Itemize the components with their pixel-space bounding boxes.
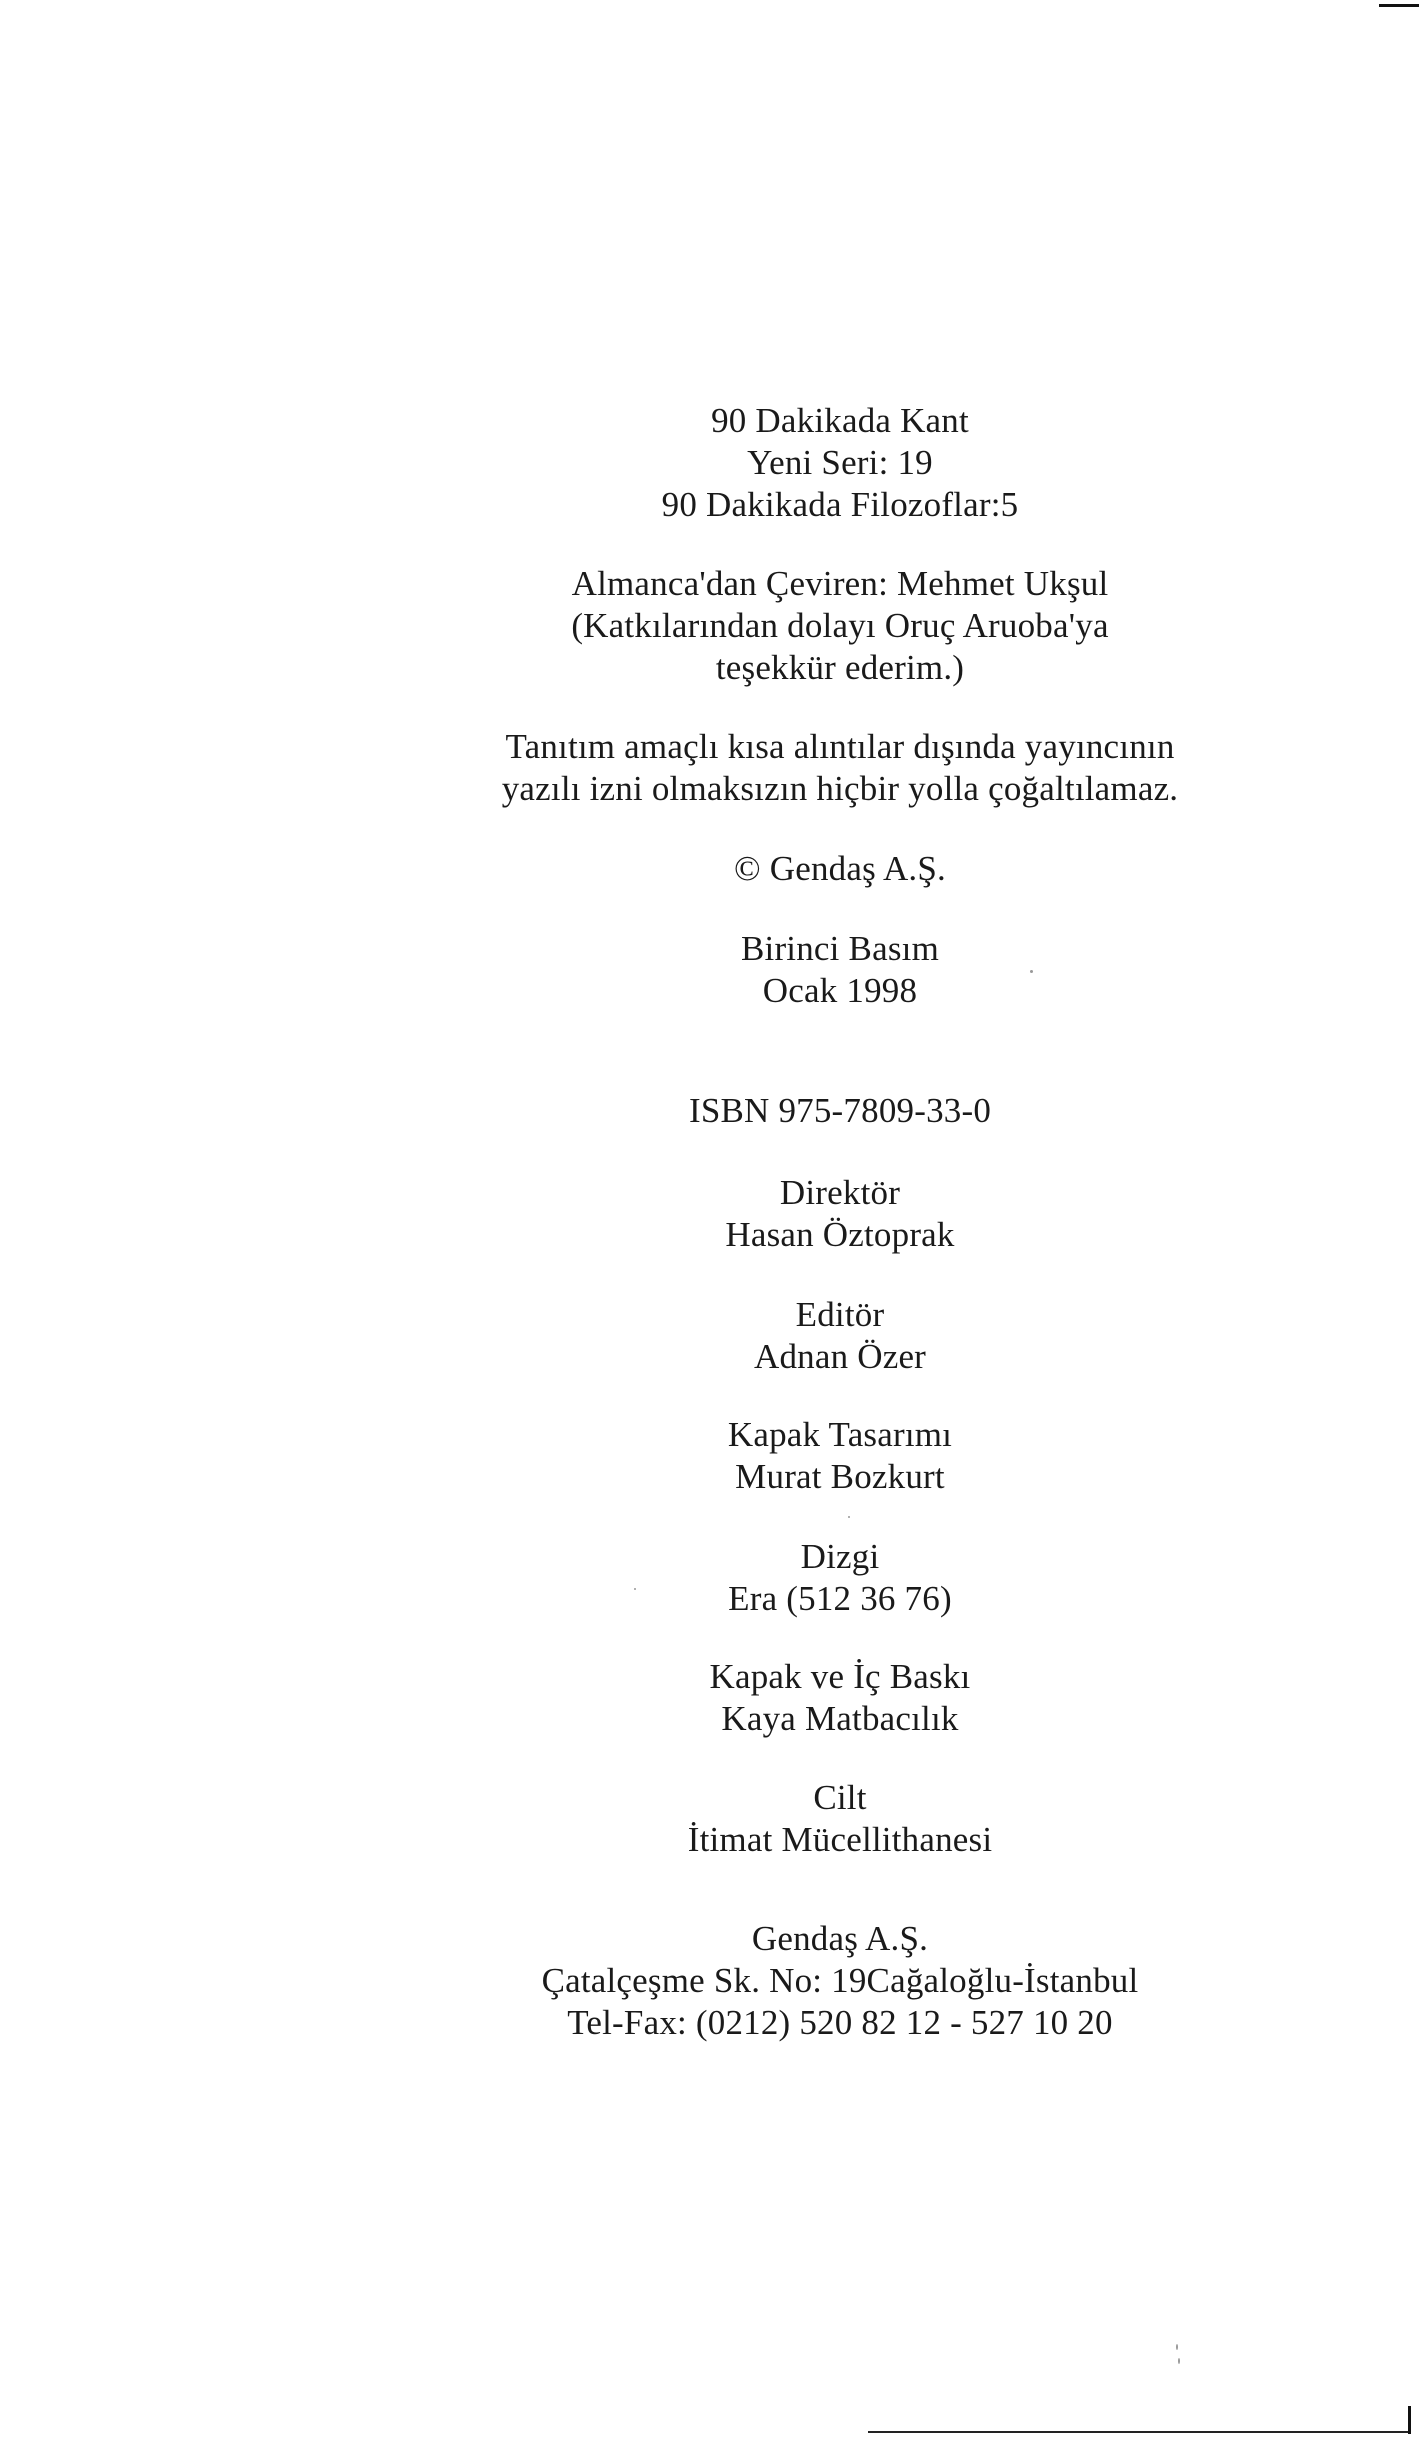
edition-label: Birinci Basım <box>740 929 939 968</box>
rights-notice <box>0 726 1419 810</box>
credit-typesetting <box>0 1536 1419 1620</box>
credit-role: Cilt <box>813 1778 867 1817</box>
credit-director <box>0 1172 1419 1256</box>
credit-name: Adnan Özer <box>753 1337 927 1376</box>
isbn: ISBN 975-7809-33-0 <box>688 1091 992 1130</box>
credit-binding <box>0 1777 1419 1861</box>
scan-speck <box>1176 2344 1178 2350</box>
translation-info <box>0 563 1419 689</box>
edition-date: Ocak 1998 <box>762 971 918 1010</box>
scan-speck <box>1030 970 1033 973</box>
credit-name: Murat Bozkurt <box>735 1457 945 1496</box>
scan-speck <box>848 1516 850 1518</box>
scan-edge-mark <box>1379 4 1419 7</box>
thanks-line-2: teşekkür ederim.) <box>715 648 965 687</box>
credit-editor <box>0 1294 1419 1378</box>
book-info <box>0 400 1419 526</box>
edition-info <box>0 928 1419 1012</box>
scan-speck <box>1178 2358 1180 2364</box>
subseries-number: 90 Dakikada Filozoflar:5 <box>661 485 1019 524</box>
isbn-block <box>0 1090 1419 1132</box>
scan-edge-rule <box>868 2431 1410 2433</box>
credit-printing <box>0 1656 1419 1740</box>
copyright-line <box>0 848 1419 890</box>
credit-role: Kapak ve İç Baskı <box>709 1657 971 1696</box>
credit-name: Era (512 36 76) <box>728 1579 952 1618</box>
credit-cover-design <box>0 1414 1419 1498</box>
credit-name: İtimat Mücellithanesi <box>687 1820 993 1859</box>
book-title: 90 Dakikada Kant <box>711 401 969 440</box>
credit-name: Hasan Öztoprak <box>725 1215 955 1254</box>
scan-speck <box>634 1588 636 1590</box>
publisher-address: Çatalçeşme Sk. No: 19Cağaloğlu-İstanbul <box>541 1961 1139 2000</box>
publisher-name: Gendaş A.Ş. <box>751 1919 929 1958</box>
credit-role: Editör <box>795 1295 885 1334</box>
thanks-line-1: (Katkılarından dolayı Oruç Aruoba'ya <box>571 606 1109 645</box>
translator-line: Almanca'dan Çeviren: Mehmet Ukşul <box>571 564 1109 603</box>
scan-edge-tick <box>1408 2406 1411 2434</box>
publisher-info <box>0 1918 1419 2044</box>
credit-name: Kaya Matbacılık <box>721 1699 959 1738</box>
rights-notice-line-2: yazılı izni olmaksızın hiçbir yolla çoğaltılamaz. <box>501 769 1179 808</box>
rights-notice-line-1: Tanıtım amaçlı kısa alıntılar dışında yayıncının <box>505 727 1175 766</box>
series-number: Yeni Seri: 19 <box>747 443 933 482</box>
credit-role: Kapak Tasarımı <box>727 1415 953 1454</box>
publisher-phone: Tel-Fax: (0212) 520 82 12 - 527 10 20 <box>567 2003 1113 2042</box>
credit-role: Dizgi <box>800 1537 880 1576</box>
credit-role: Direktör <box>779 1173 901 1212</box>
copyright-holder: © Gendaş A.Ş. <box>734 849 946 888</box>
